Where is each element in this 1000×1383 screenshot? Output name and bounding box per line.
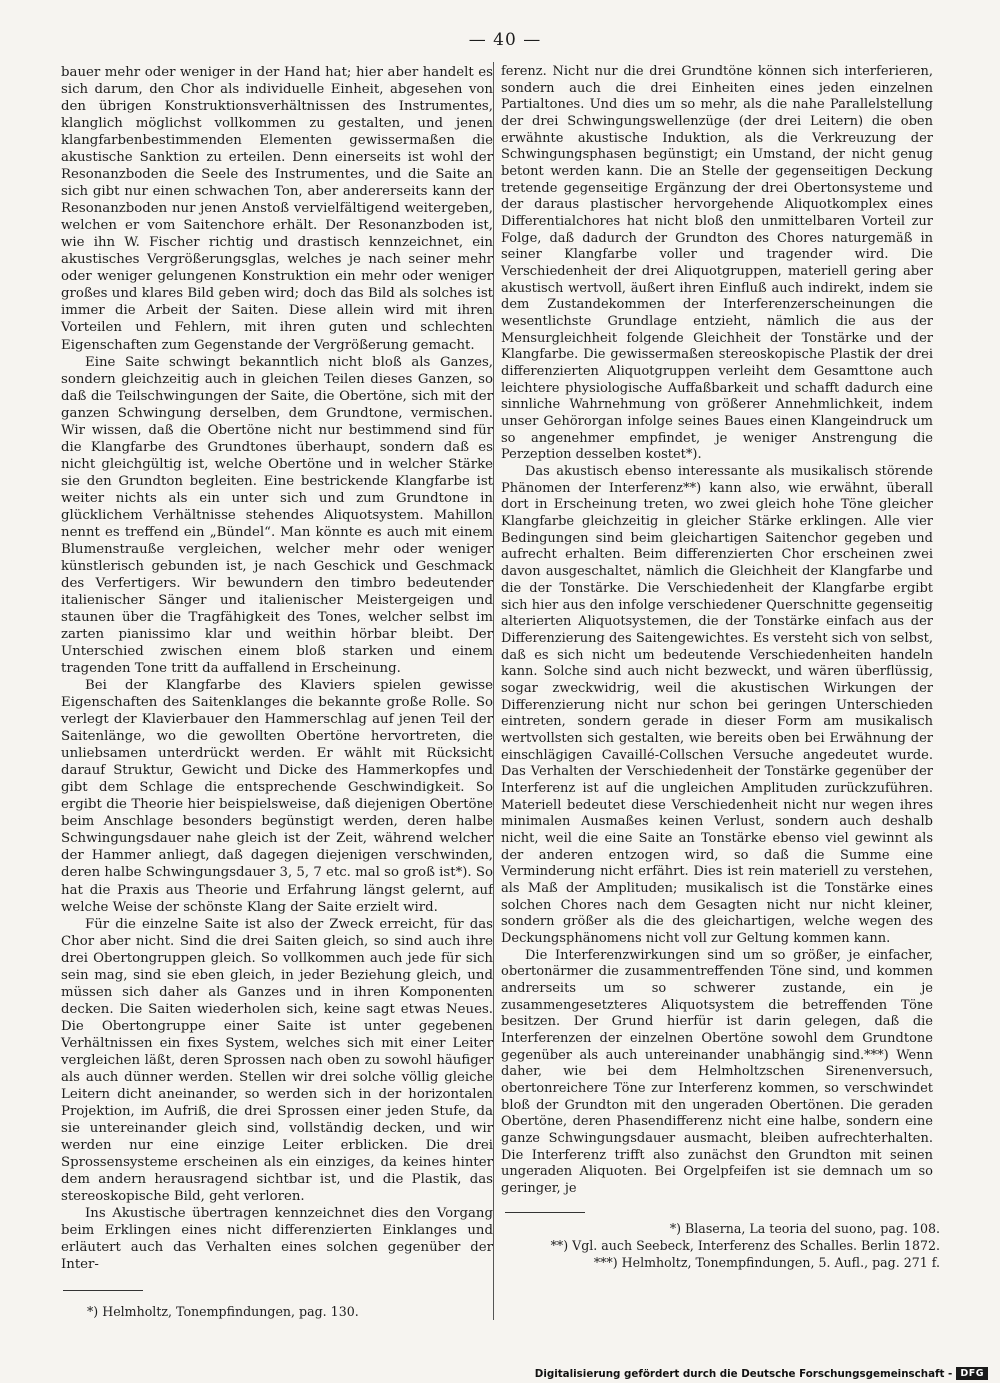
- funding-text: Digitalisierung gefördert durch die Deutsche Forschungsgemeinschaft -: [534, 1367, 953, 1380]
- left-column: [61, 64, 493, 1273]
- paragraph: Für die einzelne Saite ist also der Zweck erreicht, für das Chor aber nicht. Sind die drei Saiten gleich, so sind auch ihre drei Obertongruppen gleich. So vollkommen auch jede für sich sein mag, sind sie eben gleich, in jeder Beziehung gleich, und müssen sich daher als Ganzes und in ihren Komponenten decken. Die Saiten wiederholen sich, keine sagt etwas Neues. Die Obertongruppe einer Saite ist unter gegebenen Verhältnissen ein fixes System, welches sich mit einer Leiter vergleichen läßt, deren Sprossen nach oben zu sowohl häufiger als auch dünner werden. Stellen wir drei solche völlig gleiche Leitern dicht aneinander, so werden sich in der horizontalen Projektion, im Aufriß, die drei Sprossen einer jeden Stufe, da sie untereinander gleich sind, vollständig decken, und wir werden nur eine einzige Leiter erblicken. Die drei Sprossensysteme erscheinen als ein einziges, da keines hinter dem andern herausragend sichtbar ist, und die Plastik, das stereoskopische Bild, geht verloren.: [61, 916, 493, 1205]
- paragraph: bauer mehr oder weniger in der Hand hat; hier aber handelt es sich darum, den Chor als individuelle Einheit, abgesehen von den übrigen Konstruktionsverhältnissen des Instrumentes, klanglich möglichst vollkommen zu gestalten, und jenen klangfarbenbestimmenden Elementen gewissermaßen die akustische Sanktion zu erteilen. Denn einerseits ist wohl der Resonanzboden die Seele des Instrumentes, und die Saite an sich gibt nur einen schwachen Ton, aber andererseits kann der Resonanzboden nur jenen Anstoß vervielfältigend weitergeben, welchen er vom Saitenchore erhält. Der Resonanzboden ist, wie ihn W. Fischer richtig und drastisch kennzeichnet, ein akustisches Vergrößerungsglas, welches je nach seiner mehr oder weniger gelungenen Konstruktion ein mehr oder weniger großes und klares Bild geben wird; doch das Bild als solches ist immer die Arbeit der Saiten. Diese allein wird mit ihren Vorteilen und Fehlern, mit ihren guten und schlechten Eigenschaften zum Gegenstande der Vergrößerung gemacht.: [61, 65, 493, 353]
- footnotes-right: [500, 1220, 940, 1271]
- paragraph: Das akustisch ebenso interessante als musikalisch störende Phänomen der Interferenz**) kann also, wie erwähnt, überall dort in Erscheinung treten, wo zwei gleich hohe Töne gleicher Klangfarbe gleichzeitig in gleicher Stärke erklingen. Alle vier Bedingungen sind beim gleichartigen Saitenchor gegeben und aufrecht erhalten. Beim differenzierten Chor erscheinen zwei davon ausgeschaltet, nämlich die Gleichheit der Klangfarbe und die der Tonstärke. Die Verschiedenheit der Klangfarbe ergibt sich hier aus den infolge verschiedener Querschnitte gegenseitig alterierten Aliquotsystemen, die der Tonstärke einfach aus der Differenzierung des Saitengewichtes. Es versteht sich von selbst, daß es sich nicht um bedeutende Verschiedenheiten handeln kann. Solche sind auch nicht bezweckt, und wären überflüssig, sogar zweckwidrig, weil die akustischen Wirkungen der Differenzierung nicht nur schon bei geringen Unterschieden eintreten, sondern gerade in dieser Form am musikalisch wertvollsten sich gestalten, wie bereits oben bei Erwähnung der einschlägigen Cavaillé-Collschen Versuche angedeutet wurde. Das Verhalten der Verschiedenheit der Tonstärke gegenüber der Interferenz ist auf die ungleichen Amplituden zurückzuführen. Materiell bedeutet diese Verschiedenheit nicht nur wegen ihres minimalen Ausmaßes keinen Verlust, sondern auch deshalb nicht, weil die eine Saite an Tonstärke ebenso viel gewinnt als der anderen entzogen wird, so daß die Summe eine Verminderung nicht erfährt. Dies ist rein materiell zu verstehen, als Maß der Amplituden; musikalisch ist die Tonstärke eines solchen Chores nach dem Gesagten nicht nur nicht kleiner, sondern größer als die des gleichartigen, welche wegen des Deckungsphänomens nicht voll zur Geltung kommen kann.: [501, 464, 933, 946]
- page-number: — 40 —: [468, 30, 542, 50]
- paragraph: Eine Saite schwingt bekanntlich nicht bloß als Ganzes, sondern gleichzeitig auch in gleichen Teilen dieses Ganzen, so daß die Teilschwingungen der Saite, die Obertöne, sich mit der ganzen Schwingung derselben, dem Grundtone, vermischen. Wir wissen, daß die Obertöne nicht nur bestimmend sind für die Klangfarbe des Grundtones überhaupt, sondern daß es nicht gleichgültig ist, welche Obertöne und in welcher Stärke sie den Grundton begleiten. Eine bestrickende Klangfarbe ist weiter nichts als ein unter sich und zum Grundtone in glücklichem Verhältnisse stehendes Aliquotsystem. Mahillon nennt es treffend ein „Bündel“. Man könnte es auch mit einem Blumenstrauße vergleichen, welcher mehr oder weniger künstlerisch gebunden ist, je nach Geschick und Geschmack des Verfertigers. Wir bewundern den timbro bedeutender italienischer Sänger und italienischer Meistergeigen und staunen über die Tragfähigkeit des Tones, welcher selbst im zarten pianissimo klar und weithin hörbar bleibt. Der Unterschied zwischen einem bloß starken und einem tragenden Tone tritt da auffallend in Erscheinung.: [61, 354, 493, 677]
- right-column: [501, 64, 933, 1198]
- dfg-logo: DFG: [956, 1367, 988, 1380]
- footnote-rule: [63, 1290, 143, 1291]
- footnotes-left: [87, 1303, 487, 1320]
- paragraph: ferenz. Nicht nur die drei Grundtöne können sich interferieren, sondern auch die drei Einheiten eines jeden einzelnen Partialtones. Und dies um so mehr, als die nahe Parallelstellung der drei Schwingungswellenzüge (der drei Leitern) die oben erwähnte akustische Induktion, als die Verkreuzung der Schwingungsphasen begünstigt; ein Umstand, der nicht genug betont werden kann. Die an Stelle der gegenseitigen Deckung tretende gegenseitige Ergänzung der drei Obertonsysteme und der daraus plastischer hervorgehende Aliquotkomplex eines Differentialchores hat nicht bloß den unmittelbaren Vorteil zur Folge, daß dadurch der Grundton des Chores naturgemäß in seiner Klangfarbe voller und tragender wird. Die Verschiedenheit der drei Aliquotgruppen, materiell gering aber akustisch wertvoll, äußert ihren Einfluß auch indirekt, indem sie dem Zustandekommen der Interferenzerscheinungen die wesentlichste Grundlage entzieht, nämlich die aus der Mensurgleichheit folgende Gleichheit der Tonstärke und der Klangfarbe. Die gewissermaßen stereoskopische Plastik der drei differenzierten Aliquotgruppen verleiht dem Gesamttone auch leichtere physiologische Auffaßbarkeit und schafft dadurch eine sinnliche Wahrnehmung von größerer Annehmlichkeit, indem unser Gehörorgan infolge seines Baues einen Klangeindruck um so angenehmer empfindet, je weniger Anstrengung die Perzeption desselben kostet*).: [501, 64, 933, 463]
- footnote: *) Helmholtz, Tonempfindungen, pag. 130.: [87, 1304, 359, 1319]
- footnote: ***) Helmholtz, Tonempfindungen, 5. Aufl., pag. 271 f.: [593, 1255, 940, 1270]
- footnote: **) Vgl. auch Seebeck, Interferenz des Schalles. Berlin 1872.: [550, 1238, 940, 1253]
- funding-notice: [534, 1366, 988, 1381]
- paragraph: Bei der Klangfarbe des Klaviers spielen gewisse Eigenschaften des Saitenklanges die bekannte große Rolle. So verlegt der Klavierbauer den Hammerschlag auf jenen Teil der Saitenlänge, wo die gewollten Obertöne hervortreten, die unliebsamen unterdrückt werden. Er wählt mit Rücksicht darauf Struktur, Gewicht und Dicke des Hammerkopfes und gibt dem Schlage die entsprechende Geschwindigkeit. So ergibt die Theorie hier beispielsweise, daß diejenigen Obertöne beim Anschlage besonders begünstigt werden, deren halbe Schwingungsdauer nahe gleich ist der Zeit, während welcher der Hammer anliegt, daß dagegen diejenigen verschwinden, deren halbe Schwingungsdauer 3, 5, 7 etc. mal so groß ist*). So hat die Praxis aus Theorie und Erfahrung längst gelernt, auf welche Weise der schönste Klang der Saite erzielt wird.: [61, 678, 493, 915]
- footnote: *) Blaserna, La teoria del suono, pag. 108.: [669, 1221, 940, 1236]
- paragraph: Ins Akustische übertragen kennzeichnet dies den Vorgang beim Erklingen eines nicht differenzierten Einklanges und erläutert auch das Verhalten eines solchen gegenüber der Inter-: [61, 1206, 493, 1273]
- column-divider: [493, 62, 494, 1320]
- footnote-rule: [505, 1212, 585, 1213]
- paragraph: Die Interferenzwirkungen sind um so größer, je einfacher, obertonärmer die zusammentreffenden Töne sind, und kommen andrerseits um so schwerer zustande, ein je zusammengesetzteres Aliquotsystem die betreffenden Töne besitzen. Der Grund hierfür ist darin gelegen, daß die Interferenzen der einzelnen Obertöne sowohl dem Grundtone gegenüber als auch untereinander unabhängig sind.***) Wenn daher, wie bei dem Helmholtzschen Sirenenversuch, obertonreichere Töne zur Interferenz kommen, so verschwindet bloß der Grundton mit den ungeraden Obertönen. Die geraden Obertöne, deren Phasendifferenz nicht eine halbe, sondern eine ganze Schwingungsdauer ausmacht, bleiben aufrechterhalten. Die Interferenz trifft also zunächst den Grundton mit seinen ungeraden Aliquoten. Bei Orgelpfeifen ist sie demnach um so geringer, je: [501, 947, 933, 1197]
